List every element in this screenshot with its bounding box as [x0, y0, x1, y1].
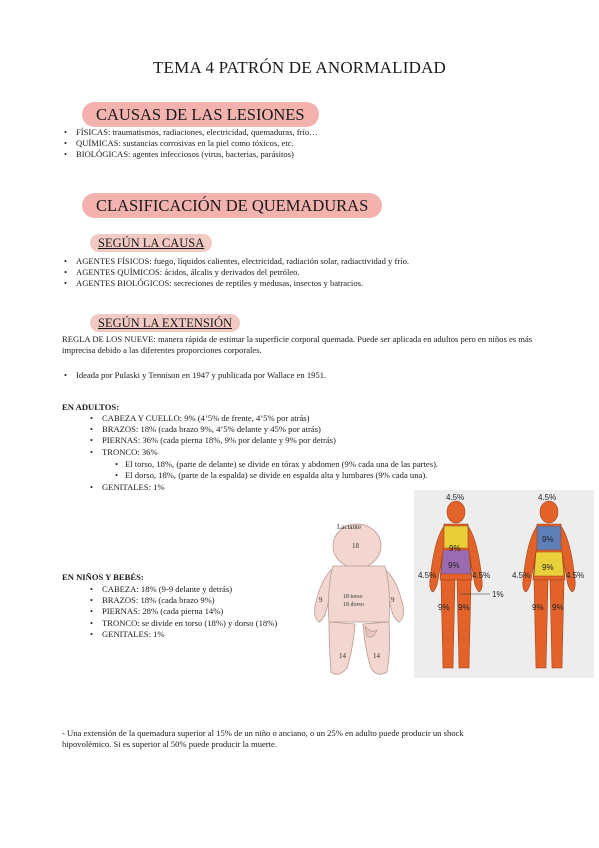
- infant-leg-left-value: 14: [339, 652, 346, 660]
- section-heading-causas: CAUSAS DE LAS LESIONES: [82, 102, 319, 127]
- adult-arm-front-left-value: 4.5%: [418, 571, 437, 580]
- list-item: • El dorso, 18%, (parte de la espalda) se divide en espalda alta y lumbares (9% cada una).: [113, 470, 438, 481]
- list-item: • TRONCO: 36%: [88, 447, 336, 458]
- infant-torso-value: 18 torso: [343, 594, 363, 600]
- infant-head-value: 18: [352, 542, 359, 550]
- list-item: • BRAZOS: 18% (cada brazo 9%): [88, 595, 277, 606]
- ninos-list: [88, 584, 277, 640]
- list-item: • GENITALES: 1%: [88, 629, 277, 640]
- ninos-heading: EN NIÑOS Y BEBÉS:: [62, 572, 144, 582]
- list-item: • PIERNAS: 28% (cada pierna 14%): [88, 606, 277, 617]
- list-item: • El torso, 18%, (parte de delante) se divide en tórax y abdomen (9% cada una de las partes).: [113, 459, 438, 470]
- regla-paragraph: REGLA DE LOS NUEVE: manera rápida de estimar la superficie corporal quemada. Puede ser aplicada en adultos pero en niños es más imprecisa debido a las diferentes proporciones corporales.: [62, 334, 533, 356]
- ideada-list: [62, 370, 326, 381]
- adult-arm-back-right-value: 4.5%: [566, 571, 585, 580]
- list-item: • TRONCO: se divide en torso (18%) y dorso (18%): [88, 618, 277, 629]
- adult-back-upper-value: 9%: [542, 535, 554, 544]
- genitales-list: [88, 482, 165, 493]
- list-item: • CABEZA Y CUELLO: 9% (4’5% de frente, 4’5% por atrás): [88, 413, 336, 424]
- adultos-list: [88, 413, 336, 458]
- list-item: • GENITALES: 1%: [88, 482, 165, 493]
- shock-note: - Una extensión de la quemadura superior al 15% de un niño o anciano, o un 25% en adulto puede producir un shock hipovolémico. Si es superior al 50% puede producir la muerte.: [62, 728, 464, 750]
- list-item: • CABEZA: 18% (9-9 delante y detrás): [88, 584, 277, 595]
- subheading-causa: SEGÚN LA CAUSA: [90, 234, 212, 252]
- adult-arm-back-left-value: 4.5%: [512, 571, 531, 580]
- page-title: TEMA 4 PATRÓN DE ANORMALIDAD: [152, 58, 447, 77]
- adult-burn-diagram: [414, 490, 594, 678]
- adult-leg-back-2-value: 9%: [552, 603, 564, 612]
- infant-leg-right-value: 14: [373, 652, 380, 660]
- infant-burn-diagram: [305, 518, 417, 686]
- adultos-heading: EN ADULTOS:: [62, 402, 120, 412]
- infant-label: Lactante: [337, 523, 362, 531]
- list-item: • AGENTES FÍSICOS: fuego, líquidos calientes, electricidad, radiación solar, radiactividad y frío.: [62, 256, 409, 267]
- adult-abdomen-value: 9%: [448, 561, 460, 570]
- list-item: • AGENTES BIOLÓGICOS: secreciones de reptiles y medusas, insectos y batracios.: [62, 278, 409, 289]
- list-item: • BRAZOS: 18% (cada brazo 9%, 4’5% delante y 45% por atrás): [88, 424, 336, 435]
- causa-list: [62, 256, 409, 290]
- tronco-sublist: [113, 459, 438, 481]
- list-item: • QUÍMICAS: sustancias corrosivas en la piel como tóxicos, etc.: [62, 138, 318, 149]
- section-heading-clasificacion: CLASIFICACIÓN DE QUEMADURAS: [82, 193, 382, 218]
- subheading-extension: SEGÚN LA EXTENSIÓN: [90, 314, 240, 332]
- infant-dorso-value: 18 dorso: [343, 602, 364, 608]
- list-item: • Ideada por Pulaski y Tennison en 1947 y publicada por Wallace en 1951.: [62, 370, 326, 381]
- list-item: • BIOLÓGICAS: agentes infecciosos (virus, bacterias, parásitos): [62, 149, 318, 160]
- adult-leg-front-1-value: 9%: [438, 603, 450, 612]
- adult-chest-value: 9%: [449, 544, 461, 553]
- infant-arm-right-value: 9: [391, 596, 395, 604]
- causas-list: [62, 127, 318, 161]
- infant-arm-left-value: 9: [319, 596, 323, 604]
- adult-genital-value: 1%: [492, 590, 504, 599]
- adult-arm-front-right-value: 4.5%: [472, 571, 491, 580]
- adult-head-front-value: 4.5%: [446, 493, 465, 502]
- list-item: • AGENTES QUÍMICOS: ácidos, álcalis y derivados del petróleo.: [62, 267, 409, 278]
- adult-leg-back-1-value: 9%: [532, 603, 544, 612]
- list-item: • PIERNAS: 36% (cada pierna 18%, 9% por delante y 9% por detrás): [88, 435, 336, 446]
- adult-leg-front-2-value: 9%: [458, 603, 470, 612]
- adult-head-back-value: 4.5%: [538, 493, 557, 502]
- adult-back-lower-value: 9%: [542, 563, 554, 572]
- list-item: • FÍSICAS: traumatismos, radiaciones, electricidad, quemaduras, frío…: [62, 127, 318, 138]
